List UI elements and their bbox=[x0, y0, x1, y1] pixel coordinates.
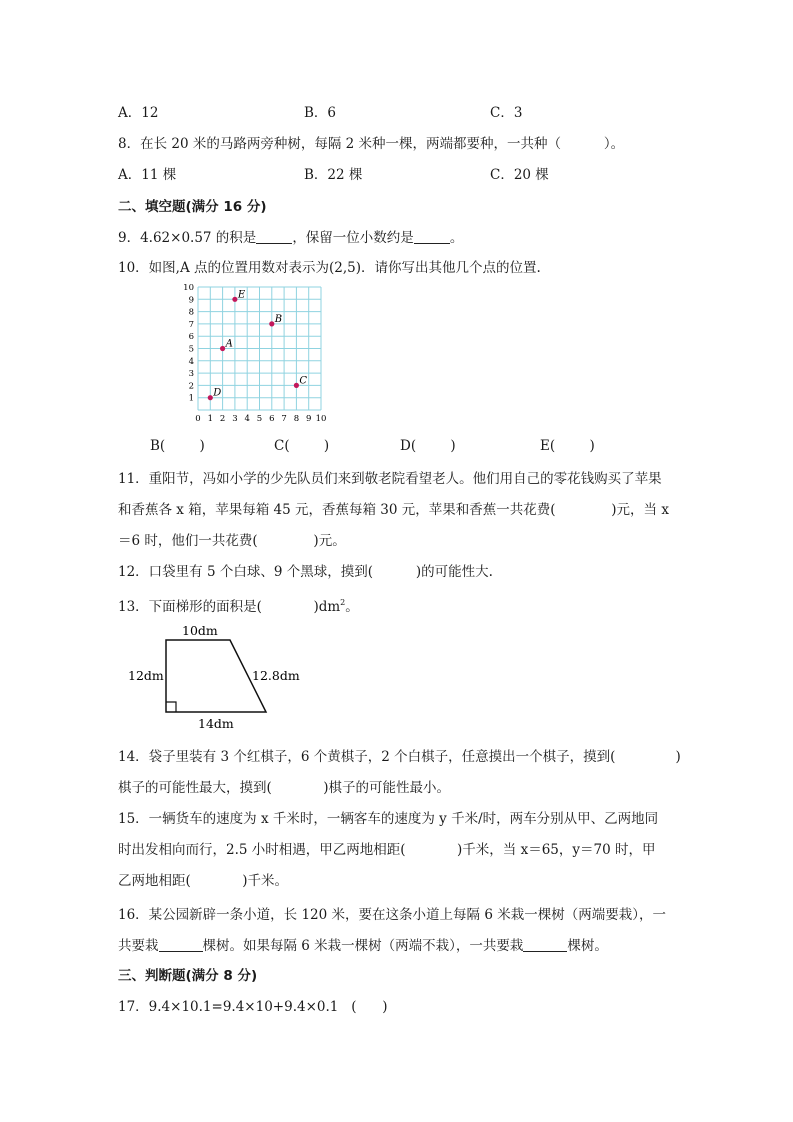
point-label-e: E bbox=[237, 289, 246, 301]
y-axis-ticks bbox=[183, 284, 194, 404]
q14-line-1: 14．袋子里装有 3 个红棋子，6 个黄棋子，2 个白棋子，任意摸出一个棋子，摸到( ) bbox=[118, 749, 681, 765]
section-judgement-title: 三、判断题(满分 8 分) bbox=[118, 968, 258, 984]
q10-answer-c: C( ) bbox=[274, 438, 330, 454]
q8-option-b: B．22 棵 bbox=[304, 167, 363, 183]
q14-line-2: 棋子的可能性最大，摸到( )棋子的可能性最小。 bbox=[118, 780, 451, 796]
q7-option-c: C．3 bbox=[490, 105, 523, 121]
q7-option-a: A．12 bbox=[118, 105, 159, 121]
q16-line-2 bbox=[118, 937, 608, 955]
q13-end: 。 bbox=[345, 599, 359, 615]
q16-blank-2 bbox=[523, 939, 567, 952]
x-tick-label: 9 bbox=[305, 414, 312, 424]
x-axis-ticks bbox=[195, 414, 326, 424]
q11-line-3: ＝6 时，他们一共花费( )元。 bbox=[118, 533, 346, 549]
q9-blank-2 bbox=[414, 231, 450, 244]
q15-line-2: 时出发相向而行，2.5 小时相遇，甲乙两地相距( )千米，当 x＝65，y＝70 时，甲 bbox=[118, 842, 656, 858]
y-tick-label: 5 bbox=[188, 344, 194, 355]
q13-text bbox=[118, 594, 359, 616]
y-tick-label: 4 bbox=[188, 356, 194, 367]
q13-superscript: 2 bbox=[340, 598, 346, 607]
point-label-d: D bbox=[213, 387, 222, 399]
coordinate-grid bbox=[176, 284, 336, 424]
y-tick-label: 1 bbox=[188, 393, 194, 404]
point-label-b: B bbox=[274, 313, 283, 325]
q15-line-3: 乙两地相距( )千米。 bbox=[118, 873, 289, 889]
trapezoid-figure bbox=[120, 618, 320, 734]
x-tick-label: 8 bbox=[293, 414, 300, 424]
q16-line-1: 16．某公园新辟一条小道，长 120 米，要在这条小道上每隔 6 米栽一棵树（两端要栽），一 bbox=[118, 907, 666, 923]
x-tick-label: 5 bbox=[256, 414, 263, 424]
q10-text: 10．如图,A 点的位置用数对表示为(2,5)．请你写出其他几个点的位置. bbox=[118, 260, 541, 276]
q11-line-2: 和香蕉各 x 箱，苹果每箱 45 元，香蕉每箱 30 元，苹果和香蕉一共花费( )元，当 x bbox=[118, 502, 669, 518]
q16-blank-1 bbox=[159, 939, 203, 952]
trapezoid-left-label: 12dm bbox=[128, 668, 164, 683]
trapezoid-top-label: 10dm bbox=[182, 623, 218, 638]
x-tick-label: 6 bbox=[269, 414, 275, 424]
x-tick-label: 7 bbox=[281, 414, 287, 424]
point-b bbox=[269, 321, 274, 326]
x-tick-label: 3 bbox=[232, 414, 238, 424]
x-tick-label: 1 bbox=[207, 414, 214, 424]
q10-answer-e: E( ) bbox=[540, 438, 595, 454]
q15-line-1: 15．一辆货车的速度为 x 千米时，一辆客车的速度为 y 千米/时，两车分别从甲、乙两地同 bbox=[118, 811, 659, 827]
point-label-c: C bbox=[299, 375, 308, 387]
point-d bbox=[208, 395, 213, 400]
point-c bbox=[294, 383, 299, 388]
y-tick-label: 6 bbox=[188, 332, 194, 343]
q17-text: 17．9.4×10.1=9.4×10+9.4×0.1 ( ) bbox=[118, 999, 388, 1015]
q16-part-c: 棵树。 bbox=[567, 938, 608, 954]
q9-blank-1 bbox=[256, 231, 292, 244]
q9-text bbox=[118, 229, 463, 247]
point-label-a: A bbox=[225, 338, 233, 350]
point-a bbox=[220, 346, 225, 351]
q8-option-c: C．20 棵 bbox=[490, 167, 549, 183]
x-tick-label: 0 bbox=[195, 414, 201, 424]
y-tick-label: 9 bbox=[188, 295, 194, 306]
q7-option-b: B．6 bbox=[304, 105, 337, 121]
section-fill-in-title: 二、填空题(满分 16 分) bbox=[118, 199, 267, 215]
q9-part3: 。 bbox=[449, 230, 464, 246]
y-tick-label: 8 bbox=[188, 307, 194, 318]
q8-text: 8．在长 20 米的马路两旁种树，每隔 2 米种一棵，两端都要种，一共种（ ）。 bbox=[118, 136, 625, 152]
q11-line-1: 11．重阳节，冯如小学的少先队员们来到敬老院看望老人。他们用自己的零花钱购买了苹果 bbox=[118, 471, 662, 487]
q16-part-b: 棵树。如果每隔 6 米栽一棵树（两端不栽），一共要栽 bbox=[202, 938, 524, 954]
trapezoid-slant-label: 12.8dm bbox=[252, 668, 300, 683]
point-e bbox=[232, 297, 237, 302]
q10-answer-d: D( ) bbox=[400, 438, 456, 454]
q16-part-a: 共要栽 bbox=[118, 938, 159, 954]
x-tick-label: 10 bbox=[315, 414, 327, 424]
q9-part2: ，保留一位小数约是 bbox=[292, 230, 414, 246]
q12-text: 12．口袋里有 5 个白球、9 个黑球，摸到( )的可能性大. bbox=[118, 564, 493, 580]
right-angle-marker bbox=[166, 702, 176, 712]
trapezoid-shape bbox=[166, 640, 266, 712]
q10-answer-b: B( ) bbox=[150, 438, 205, 454]
x-tick-label: 2 bbox=[219, 414, 226, 424]
y-tick-label: 3 bbox=[188, 369, 194, 380]
trapezoid-bottom-label: 14dm bbox=[198, 716, 234, 731]
q13-prompt: 13．下面梯形的面积是( )dm bbox=[118, 599, 341, 615]
y-tick-label: 2 bbox=[188, 381, 194, 392]
q8-option-a: A．11 棵 bbox=[118, 167, 177, 183]
y-tick-label: 10 bbox=[183, 284, 194, 293]
y-tick-label: 7 bbox=[188, 319, 194, 330]
q9-part1: 9．4.62×0.57 的积是 bbox=[118, 230, 257, 246]
x-tick-label: 4 bbox=[244, 414, 250, 424]
